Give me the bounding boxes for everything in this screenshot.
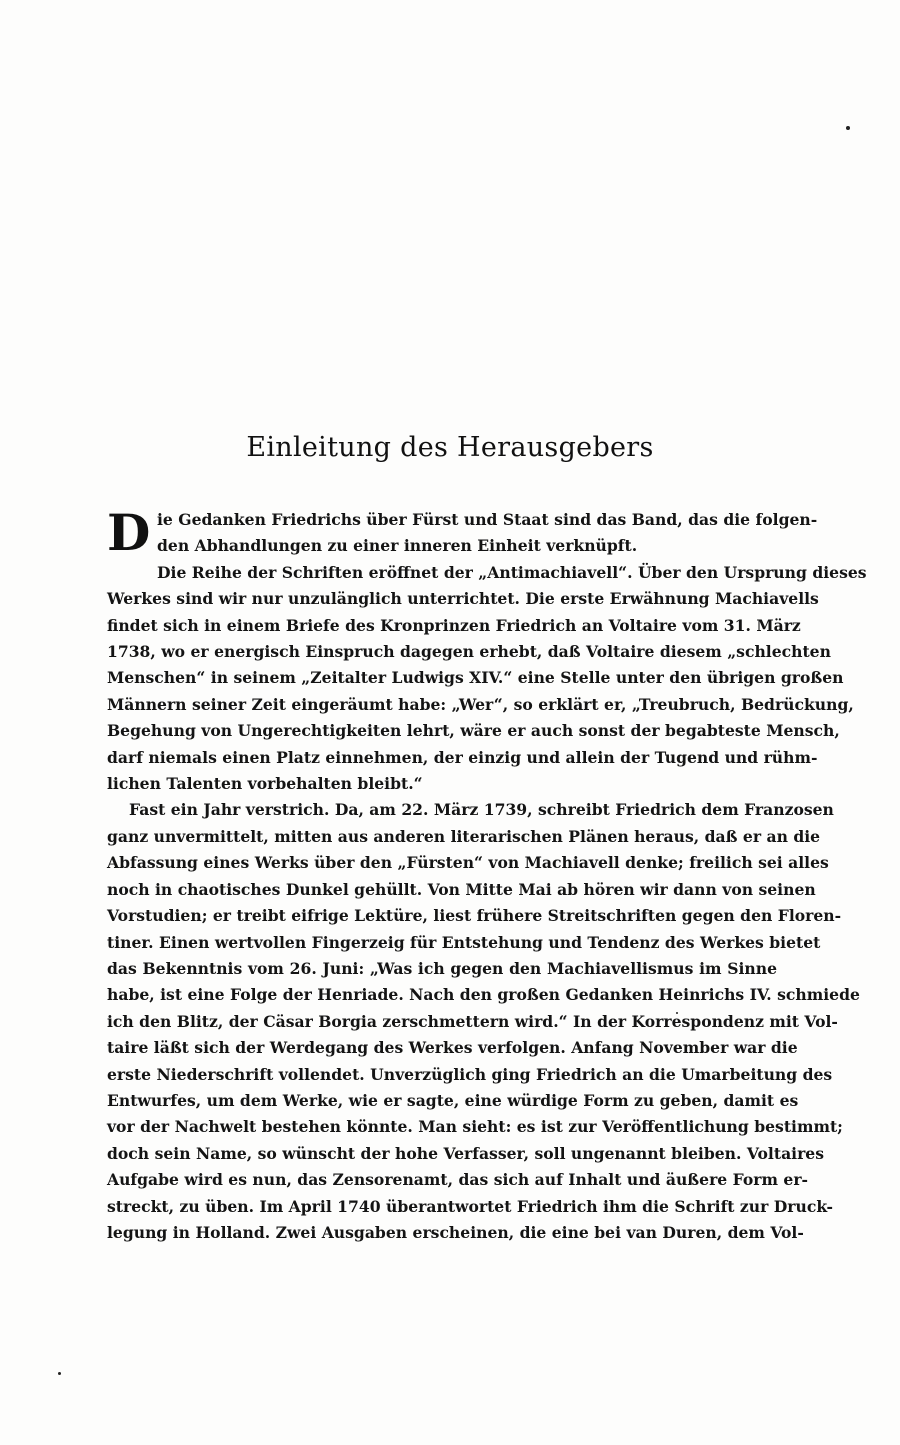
text-line: Entwurfes, um dem Werke, wie er sagte, eine würdige Form zu geben, damit es [107, 1090, 799, 1110]
text-line: darf niemals einen Platz einnehmen, der einzig und allein der Tugend und rühm- [107, 747, 818, 767]
text-line: streckt, zu üben. Im April 1740 überantwortet Friedrich ihm die Schrift zur Druck- [107, 1196, 833, 1216]
text-line: Fast ein Jahr verstrich. Da, am 22. März 1739, schreibt Friedrich dem Franzosen [129, 800, 834, 820]
chapter-title: Einleitung des Herausgebers [246, 432, 654, 463]
text-line: Männern seiner Zeit eingeräumt habe: „Wer“, so erklärt er, „Treubruch, Bedrückung, [107, 694, 854, 714]
text-line: 1738, wo er energisch Einspruch dagegen erhebt, daß Voltaire diesem „schlechten [107, 642, 831, 662]
text-line: habe, ist eine Folge der Henriade. Nach den großen Gedanken Heinrichs IV. schmiede [107, 985, 860, 1005]
text-line: noch in chaotisches Dunkel gehüllt. Von Mitte Mai ab hören wir dann von seinen [107, 879, 816, 899]
text-line: lichen Talenten vorbehalten bleibt.“ [107, 774, 423, 794]
text-line: Abfassung eines Werks über den „Fürsten“ von Machiavell denke; freilich sei alles [107, 853, 829, 873]
text-line: doch sein Name, so wünscht der hohe Verfasser, soll ungenannt bleiben. Voltaires [107, 1143, 825, 1163]
text-line: ganz unvermittelt, mitten aus anderen literarischen Plänen heraus, daß er an die [107, 826, 821, 846]
text-line: tiner. Einen wertvollen Fingerzeig für Entstehung und Tendenz des Werkes bietet [107, 932, 821, 952]
paragraph-3 [107, 797, 860, 1246]
text-line: vor der Nachwelt bestehen könnte. Man sieht: es ist zur Veröffentlichung bestimmt; [107, 1117, 843, 1137]
drop-cap: D [107, 503, 151, 562]
text-line: Menschen“ in seinem „Zeitalter Ludwigs XIV.“ eine Stelle unter den übrigen großen [107, 668, 844, 688]
body-text [107, 503, 867, 1246]
text-line: findet sich in einem Briefe des Kronprinzen Friedrich an Voltaire vom 31. März [107, 615, 801, 635]
scan-speck [846, 126, 850, 130]
text-line: Vorstudien; er treibt eifrige Lektüre, liest frühere Streitschriften gegen den Floren- [107, 906, 842, 926]
text-line: Aufgabe wird es nun, das Zensorenamt, das sich auf Inhalt und äußere Form er- [107, 1170, 809, 1190]
paragraph-2 [107, 560, 867, 798]
text-line: das Bekenntnis vom 26. Juni: „Was ich gegen den Machiavellismus im Sinne [107, 958, 777, 978]
paragraph-1 [107, 503, 818, 562]
text-line: den Abhandlungen zu einer inneren Einheit verknüpft. [157, 536, 638, 556]
text-line: taire läßt sich der Werdegang des Werkes verfolgen. Anfang November war die [107, 1038, 798, 1058]
text-line: ich den Blitz, der Cäsar Borgia zerschmettern wird.“ In der Korrespondenz mit Vol- [107, 1011, 838, 1031]
text-line: erste Niederschrift vollendet. Unverzüglich ging Friedrich an die Umarbeitung des [107, 1064, 833, 1084]
text-line: Begehung von Ungerechtigkeiten lehrt, wäre er auch sonst der begabteste Mensch, [107, 721, 840, 741]
text-line: legung in Holland. Zwei Ausgaben erscheinen, die eine bei van Duren, dem Vol- [107, 1222, 804, 1242]
text-line: Die Reihe der Schriften eröffnet der „Antimachiavell“. Über den Ursprung dieses [157, 562, 867, 582]
text-line: Werkes sind wir nur unzulänglich unterrichtet. Die erste Erwähnung Machiavells [107, 589, 819, 609]
text-line: ie Gedanken Friedrichs über Fürst und Staat sind das Band, das die folgen- [157, 510, 818, 529]
scan-speck [58, 1372, 61, 1375]
